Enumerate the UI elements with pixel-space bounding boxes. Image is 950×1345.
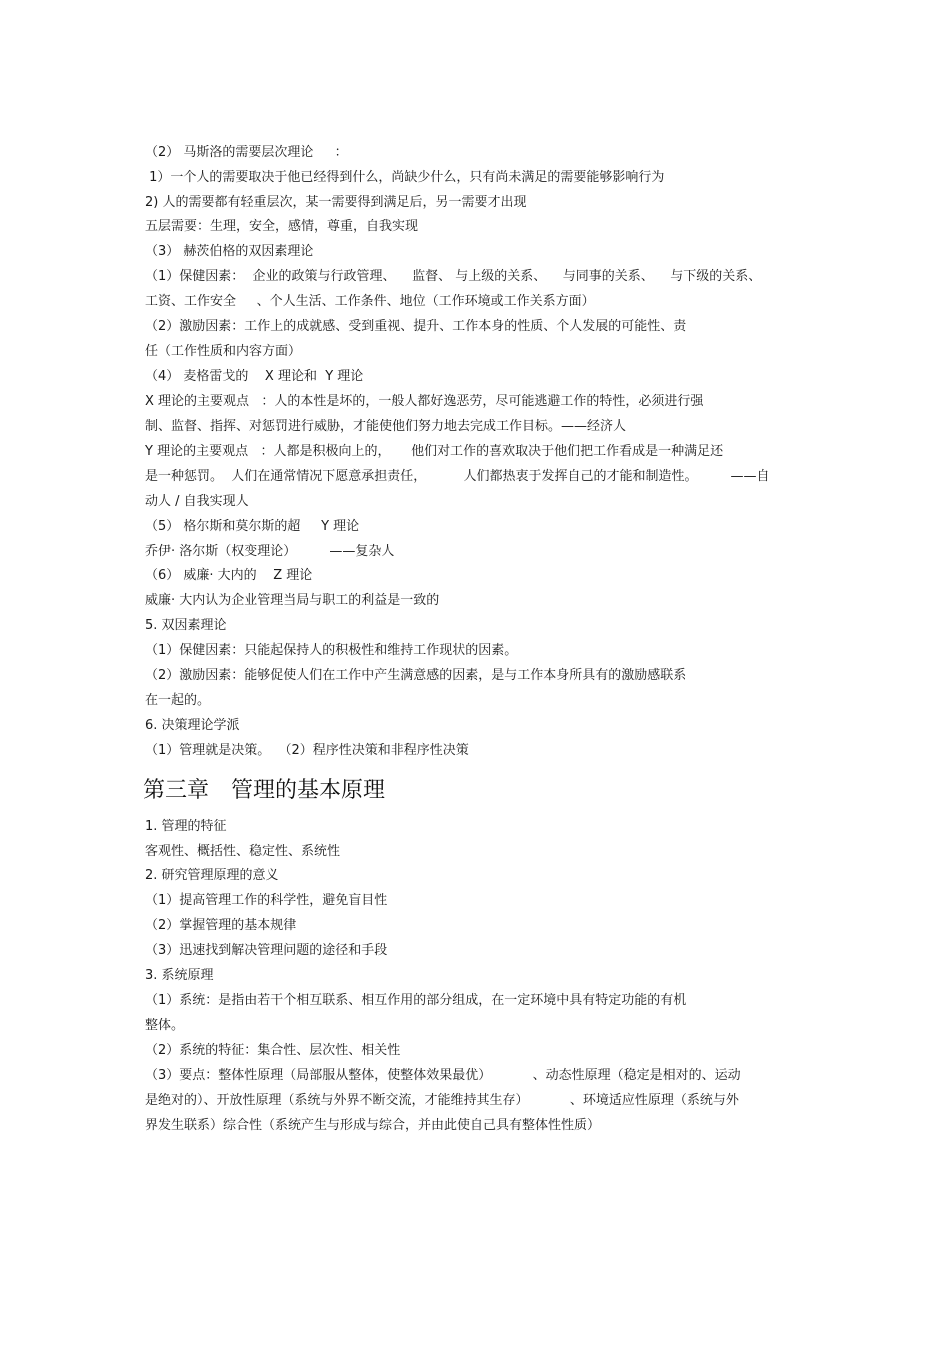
text-line: 客观性、概括性、稳定性、系统性	[145, 844, 341, 859]
text-line: （3）要点：整体性原理（局部服从整体，使整体效果最优） 、动态性原理（稳定是相对的、运动	[145, 1068, 741, 1083]
text-line: 五层需要：生理，安全，感情，尊重，自我实现	[145, 219, 419, 234]
text-line: （1）保健因素：只能起保持人的积极性和维持工作现状的因素。	[145, 643, 518, 658]
text-line: （3）迅速找到解决管理问题的途径和手段	[145, 943, 388, 958]
text-line: （3） 赫茨伯格的双因素理论	[145, 244, 314, 259]
text-line: （2） 马斯洛的需要层次理论 ：	[145, 145, 348, 160]
text-line: 整体。	[145, 1018, 185, 1033]
text-line: 2) 人的需要都有轻重层次，某一需要得到满足后，另一需要才出现	[145, 195, 527, 210]
text-line: 2. 研究管理原理的意义	[145, 868, 279, 883]
text-line: 6. 决策理论学派	[145, 718, 240, 733]
text-line: 是绝对的）、开放性原理（系统与外界不断交流，才能维持其生存） 、环境适应性原理（系统与外	[145, 1093, 739, 1108]
text-line: （2）系统的特征：集合性、层次性、相关性	[145, 1043, 401, 1058]
text-line: （6） 威廉· 大内的 Z 理论	[145, 568, 313, 583]
text-line: 在一起的。	[145, 693, 211, 708]
text-line: （2）掌握管理的基本规律	[145, 918, 297, 933]
text-line: （1）管理就是决策。 （2）程序性决策和非程序性决策	[145, 743, 469, 758]
text-line: （2）激励因素：工作上的成就感、受到重视、提升、工作本身的性质、个人发展的可能性、责	[145, 319, 687, 334]
text-line: （1）保健因素： 企业的政策与行政管理、 监督、 与上级的关系、 与同事的关系、 与下级的关系、	[145, 269, 762, 284]
text-line: 5. 双因素理论	[145, 618, 227, 633]
text-line: 工资、工作安全 、个人生活、工作条件、地位（工作环境或工作关系方面）	[145, 294, 595, 309]
text-line: 1. 管理的特征	[145, 819, 227, 834]
chapter-heading: 第三章 管理的基本原理	[143, 778, 386, 803]
text-line: 动人 / 自我实现人	[145, 494, 249, 509]
text-line: （5） 格尔斯和莫尔斯的超 Y 理论	[145, 519, 360, 534]
text-line: 3. 系统原理	[145, 968, 214, 983]
text-line: （1）系统：是指由若干个相互联系、相互作用的部分组成，在一定环境中具有特定功能的有机	[145, 993, 687, 1008]
text-line: 乔伊· 洛尔斯（权变理论） ——复杂人	[145, 544, 395, 559]
text-line: X 理论的主要观点 ：人的本性是坏的，一般人都好逸恶劳，尽可能逃避工作的特性，必须进行强	[145, 394, 704, 409]
text-line: 是一种惩罚。 人们在通常情况下愿意承担责任， 人们都热衷于发挥自己的才能和制造性。 ——自	[145, 469, 770, 484]
text-line: 威廉· 大内认为企业管理当局与职工的利益是一致的	[145, 593, 440, 608]
text-line: （2）激励因素：能够促使人们在工作中产生满意感的因素，是与工作本身所具有的激励感联系	[145, 668, 687, 683]
text-line: 界发生联系）综合性（系统产生与形成与综合，并由此使自己具有整体性性质）	[145, 1118, 601, 1133]
text-line: 制、监督、指挥、对惩罚进行威胁，才能使他们努力地去完成工作目标。——经济人	[145, 419, 627, 434]
text-line: （1）提高管理工作的科学性，避免盲目性	[145, 893, 388, 908]
text-line: 任（工作性质和内容方面）	[145, 344, 302, 359]
text-line: （4） 麦格雷戈的 X 理论和 Y 理论	[145, 369, 364, 384]
text-line: Y 理论的主要观点 ：人都是积极向上的， 他们对工作的喜欢取决于他们把工作看成是一种满足还	[145, 444, 724, 459]
text-line: 1）一个人的需要取决于他已经得到什么，尚缺少什么，只有尚未满足的需要能够影响行为	[145, 170, 665, 185]
